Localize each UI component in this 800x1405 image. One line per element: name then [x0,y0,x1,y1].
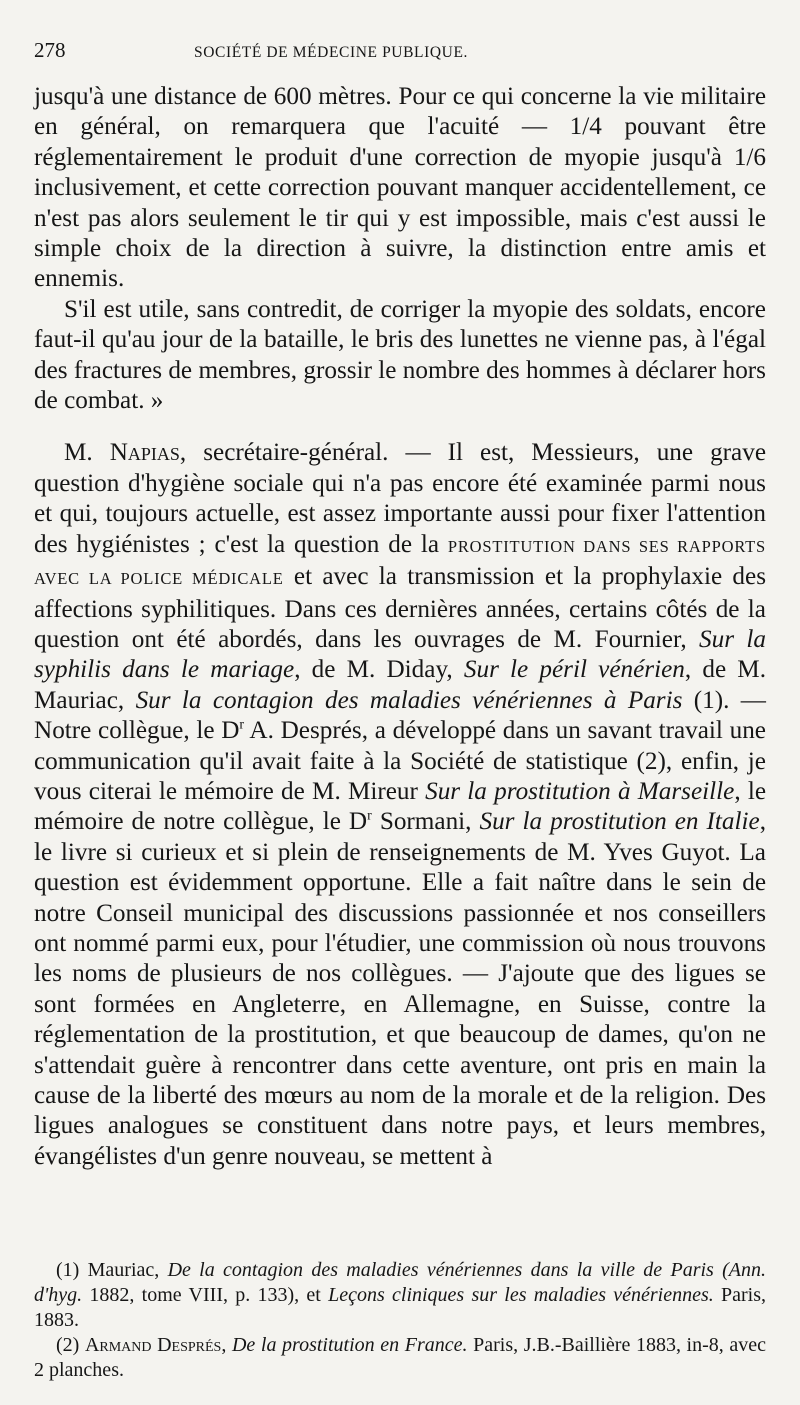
topic-heading: PROSTITUTION DANS SES RAPPORTS AVEC LA POLICE MÉDICALE [34,536,766,589]
text-segment: A. Després, a développé dans un savant travail une communication qu'il avait faite à la Société de statistique (2), enfin, je vous citerai le mémoire de M. Mireur [34,717,766,805]
text-segment: , secrétaire-général. — Il est, Messieurs, une grave question d'hygiène sociale qui n'a pas encore été examinée parmi nous et qui, toujours actuelle, est assez importante aussi pour fixer l'attention des hygiénistes ; c'est la question de la [34,439,767,558]
footnote-work-title: De la prostitution en France. [231,1334,468,1356]
text-segment: , le mémoire de notre collègue, le D [34,777,767,836]
work-title: Sur la contagion des maladies vénériennes à Paris [135,686,683,714]
speaker-prefix: M. [64,439,93,467]
footnote-text: Paris, 1883. [34,1284,767,1331]
page-header [34,38,766,78]
text-segment: , le livre si curieux et si plein de renseignements de M. Yves Guyot. La question est évidemment opportune. Elle a fait naître dans le sein de notre Conseil municipal des discussions passionnée et nos conseillers ont nommé parmi eux, pour l'étudier, une commission où nous trouvons les noms de plusieurs de nos collègues. — J'ajoute que des ligues se sont formées en Angleterre, en Allemagne, en Suisse, contre la réglementation de la prostitution, et que beaucoup de dames, qu'on ne s'attendait guère à rencontrer dans cette aventure, ont pris en main la cause de la liberté des mœurs au nom de la morale et de la religion. Des ligues analogues se constituent dans notre pays, et leurs membres, évangélistes d'un genre nouveau, se mettent à [34,808,766,1170]
paragraph-napias [34,438,766,1172]
footnote-text: (2) [56,1334,85,1356]
text-segment: (1). — Notre collègue, le D [34,686,766,745]
paragraph-myopia: S'il est utile, sans contredit, de corriger la myopie des soldats, encore faut-il qu'au jour de la bataille, le bris des lunettes ne vienne pas, à l'égal des fractures de membres, grossir le nombre des hommes à déclarer hors de combat. » [34,295,766,415]
paragraph-continuation: jusqu'à une distance de 600 mètres. Pour ce qui concerne la vie militaire en général, on remarquera que l'acuité — 1/4 pouvant être réglementairement le produit d'une correction de myopie jusqu'à 1/6 inclusivement, et cette correction pouvant manquer accidentellement, ce n'est pas alors seulement le tir qui y est impossible, mais c'est aussi le simple choix de la direction à suivre, la distinction entre amis et ennemis. [34,83,766,293]
footnote-1 [34,1258,766,1333]
footnote-2 [34,1333,766,1383]
footnote-text: Paris, J.B.-Baillière 1883, in-8, avec 2 planches. [34,1334,767,1381]
text-segment: Sormani, [371,808,480,836]
work-title: Sur la syphilis dans le mariage [34,625,766,684]
text-segment: et avec la transmission et la prophylaxie des affections syphilitiques. Dans ces dernières années, certains côtés de la question ont été abordés, dans les ouvrages de M. Fournier, [34,563,767,653]
superscript: r [367,808,372,824]
superscript: r [239,717,245,733]
footnote-text: , [221,1334,232,1356]
text-segment: , de M. Diday, [294,656,464,684]
work-title: Sur la prostitution à Marseille [425,777,735,805]
text-segment: , de M. Mauriac, [34,656,766,714]
page-number: 278 [34,38,66,62]
footnote-text: 1882, tome VIII, p. 133), et [82,1284,329,1306]
work-title: Sur la prostitution en Italie [479,808,760,836]
footnote-author: Armand Després [84,1334,222,1356]
footnotes [34,1258,766,1383]
footnote-work-title: Leçons cliniques sur les maladies vénériennes. [328,1284,714,1306]
running-title: SOCIÉTÉ DE MÉDECINE PUBLIQUE. [194,44,468,61]
work-title: Sur le péril vénérien [463,656,685,684]
body-text [34,82,766,1172]
footnote-text: (1) Mauriac, [56,1259,168,1281]
speaker-name: Napias [109,439,180,467]
footnote-work-title: De la contagion des maladies vénériennes dans la ville de Paris (Ann. d'hyg. [34,1259,767,1306]
